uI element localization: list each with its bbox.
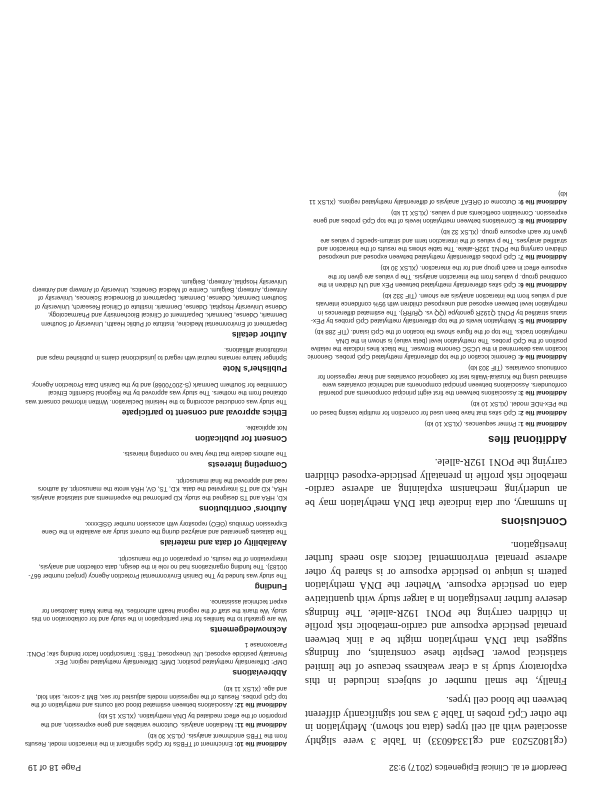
file-label: Additional file 12:	[234, 701, 287, 709]
availability-heading: Availability of data and materials	[159, 538, 287, 548]
file-label: Additional file 6:	[518, 281, 567, 289]
file-description: CpG probes differentially methylated between exposed and unexposed children carrying the PON1 192R-allele. The table shows the results of the interaction and stratified analyses. The p values of the interaction term and stratum-specific p values are given for each exposure group. (XLSX 32 kb)	[317, 228, 567, 261]
file-description: CpG sites differentially methylated between PEx and UN children in the combined group. p values from the interaction analysis. The p values are given for the exposure effect in each group and for the interaction. (XLSX 30 kb)	[317, 264, 567, 289]
additional-file-entry[interactable]	[25, 711, 287, 728]
file-description: Primer sequences. (XLSX 10 kb)	[424, 419, 517, 427]
contributions-heading: Authors' contributions	[199, 503, 287, 513]
conclusions-heading: Conclusions	[500, 515, 567, 528]
additional-file-entry[interactable]	[305, 363, 567, 397]
publishers-note-text: Springer Nature remains neutral with regard to jurisdictional claims in published maps and institutional affiliations.	[36, 346, 287, 362]
body-paragraph: Finally, the small number of subjects included in this exploratory study is a clear weakness because of the limited statistical power. Despite these constraints, our findings suggest that DNA methylation might be a link between prenatal pesticide exposure and cardio-metabolic risk profile in children carrying the PON1 192R-allele. The findings deserve further investigation in a larger study with quantitative data on pesticide exposure. Whether the DNA methylation pattern is unique to pesticide exposure or is shared by other adverse prenatal environmental factors also needs further investigation.	[305, 538, 567, 686]
additional-file-entry[interactable]	[305, 227, 567, 261]
additional-file-entry[interactable]	[305, 418, 567, 426]
header-citation: Deardorff et al. Clinical Epigenetics (2017) 9:32	[389, 763, 567, 773]
ethics-text: The study was conducted according to the Helsinki Declaration. Written informed consent was obtained from the mothers. The study was approved by the Regional Scientific Ethical Committee for Southern Denmark (S-20070068) and by the Danish Data Protection Agency.	[25, 380, 287, 405]
additional-file-entry[interactable]	[305, 263, 567, 288]
file-description: Associations between estimated blood cell counts and methylation of the top CpG probes. Results of the regression models adjusted for sex, BMI z-score, skin fold, and age. (XLSX 11 kb)	[30, 684, 287, 709]
file-description: Methylation levels of the top differentially methylated CpG probes by PEx-status stratified by PON1 Q192R genotype (QQ vs. QR/RR). The estimated differences in methylation level between exposed and unexposed children with 95% confidence intervals and p values from the interaction analysis are shown. (TIF 332 kb)	[310, 292, 567, 325]
additional-file-entry[interactable]	[305, 188, 567, 205]
file-description: Mediation analysis. Outcome variables and gene expression, and the proportion of the effect mediated by DNA methylation. (XLSX 15 kb)	[40, 712, 287, 728]
file-label: Additional file 7:	[518, 253, 567, 261]
competing-interests-text: The authors declare that they have no competing interests.	[122, 450, 287, 458]
file-label: Additional file 11:	[234, 720, 287, 728]
left-column	[305, 20, 567, 747]
file-description: Outcome of GREAT analysis of differentially methylated regions. (XLSX 11 kb)	[309, 189, 567, 205]
abbreviations-heading: Abbreviations	[232, 668, 287, 678]
file-label: Additional file 4:	[518, 353, 567, 361]
additional-file-entry[interactable]	[305, 207, 567, 224]
additional-file-entry[interactable]	[305, 399, 567, 416]
additional-file-entry[interactable]	[25, 730, 287, 747]
file-label: Additional file 8:	[518, 217, 567, 225]
acknowledgements-text: We are grateful to the families for their participation in the study and for collaboration on this study. We thank the staff of the regional health authorities. We thank Maria Jakobsen for expert technical assistance.	[31, 598, 287, 622]
file-label: Additional file 5:	[518, 317, 567, 325]
file-description: Associations between the first eight principal components and potential confounders. Associations between principal components and technical covariates were estimated using the Kruskal-Wallis test for categorical covariates and linear regression for continuous covariates. (TIF 303 kb)	[317, 364, 567, 397]
availability-text: The datasets generated and analyzed during the current study are available in the Gene Expression Omnibus (GEO) repository with accession number GSExxxx.	[41, 520, 287, 536]
ethics-heading: Ethics approval and consent to participate	[121, 407, 287, 417]
header-page-number: Page 18 of 19	[28, 763, 81, 773]
author-details-text: Department of Environmental Medicine, Institute of Public Health, University of Southern Denmark, Odense, Denmark. Department of Clinical Biochemistry and Pharmacology, Odense University Hospital, Odense, Denmark. Institute of Clinical Research, University of Southern Denmark, Odense, Denmark. Department of Biomedical Sciences, University of Antwerp, Antwerp, Belgium. Centre of Medical Genetics, University of Antwerp and Antwerp University Hospital, Antwerp, Belgium.	[32, 277, 287, 327]
consent-text: Not applicable.	[245, 424, 287, 432]
funding-text: The study was funded by The Danish Environmental Protection Agency (project number 667-00183). The funding organizations had no role in the design, data collection and analysis, interpretation of the results, or preparation of the manuscript.	[28, 554, 287, 579]
additional-file-entry[interactable]	[305, 327, 567, 361]
consent-heading: Consent for publication	[195, 434, 287, 444]
file-label: Additional file 1:	[518, 419, 567, 427]
file-description: CpG sites that have been used for correction for multiple testing based on the PEx-hDE model. (XLSX 10 kb)	[310, 400, 567, 416]
file-description: Enrichment of TFBSs for CpGs significant in the interaction model. Results from the TFBS enrichment analysis. (XLSX 30 kb)	[25, 731, 287, 747]
conclusions-text: In summary, our data indicate that DNA methylation may be an underlying mechanism explaining an adverse cardio-metabolic risk profile in prenatally pesticide-exposed children carrying the PON1 192R-allele.	[305, 456, 567, 509]
author-details-heading: Author details	[231, 329, 287, 339]
file-description: Genomic location of the top differentially methylated CpG probes. Genomic location was determined in the UCSC Genome Browser. The black lines indicate the relative position of the CpG probes. The methylation level (beta value) is shown in the DNA methylation tracks. The top of the figure shows the location of the CpG island. (TIF 288 kb)	[307, 328, 567, 361]
body-paragraph: (cg18025203 and cg13346033) in Table 3 were slightly associated with all cell types (data not shown). Methylation in the other CpG probes in Table 3 was not significantly different between the blood cell types.	[305, 694, 567, 746]
file-label: Additional file 3:	[518, 389, 567, 397]
competing-interests-heading: Competing interests	[207, 460, 287, 470]
additional-file-entry[interactable]	[25, 683, 287, 708]
funding-heading: Funding	[254, 581, 287, 591]
right-column	[25, 20, 287, 747]
abbreviations-text: DMP: Differentially methylated position; DMR: Differentially methylated region; PEx: Prenatally pesticide exposed; UN: Unexposed; TFBS: Transcription factor binding site; PON1: Paraoxonase 1	[26, 641, 287, 666]
additional-files-heading: Additional files	[488, 432, 567, 445]
running-header	[28, 759, 567, 773]
additional-file-entry[interactable]	[305, 291, 567, 325]
contributions-text: KD, HRA and TS designed the study. KD performed the experiments and statistical analysis. HRA, KD and TS interpreted the data. KD, TS, GV, HRA wrote the manuscript. All authors read and approved the final manuscript.	[30, 476, 287, 501]
additional-files-list	[305, 188, 567, 427]
file-label: Additional file 9:	[518, 197, 567, 205]
publishers-note-heading: Publisher's Note	[222, 364, 287, 374]
file-description: Correlations between methylation levels of the top CpG probes and gene expression. Correlation coefficients and p values. (XLSX 11 kb)	[313, 208, 567, 225]
acknowledgements-heading: Acknowledgements	[210, 624, 287, 634]
file-label: Additional file 10:	[234, 740, 287, 747]
file-label: Additional file 2:	[518, 408, 567, 416]
